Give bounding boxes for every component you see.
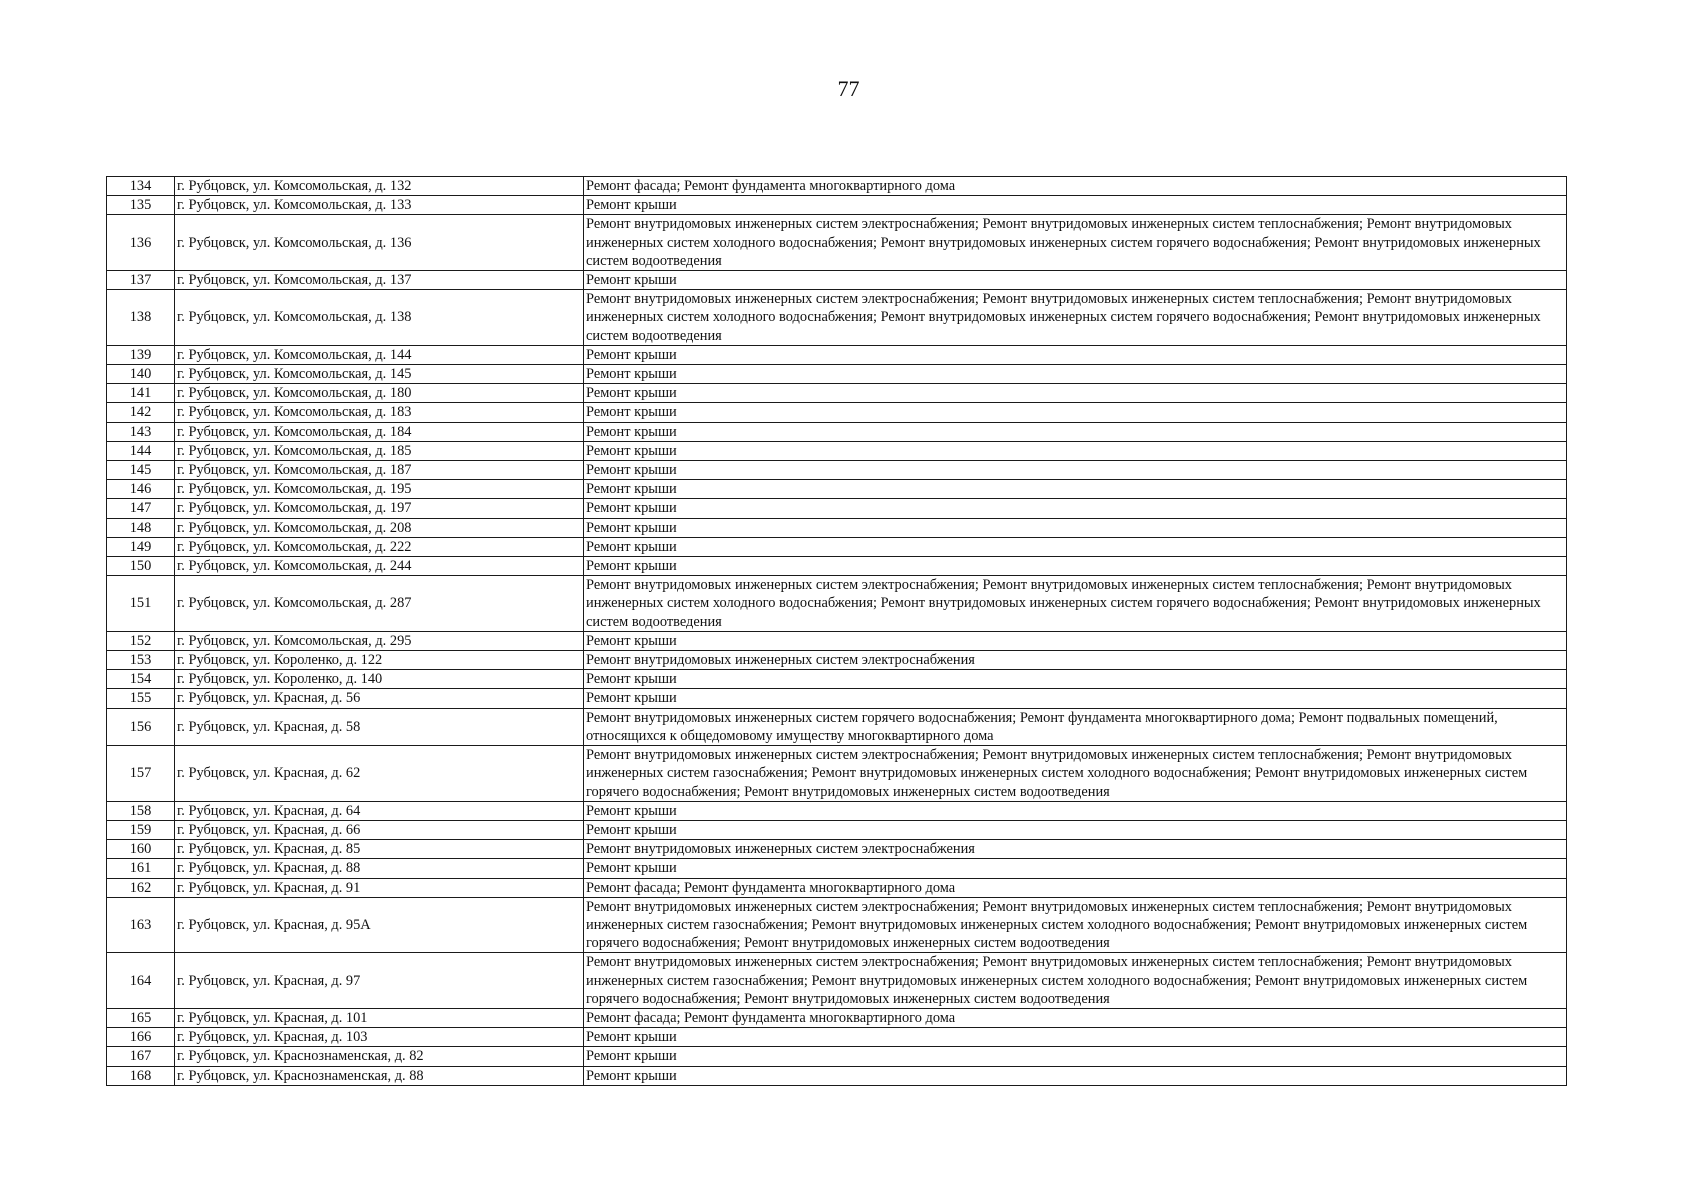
works-cell: Ремонт внутридомовых инженерных систем электроснабжения; Ремонт внутридомовых инженерных систем теплоснабжения; Ремонт внутридомовых инженерных систем холодного водоснабжения; Ремонт внутридомовых инженерных систем горячего водоснабжения; Ремонт внутридомовых инженерных систем водоотведения bbox=[584, 576, 1567, 632]
table-row bbox=[107, 897, 1567, 953]
works-cell: Ремонт внутридомовых инженерных систем электроснабжения; Ремонт внутридомовых инженерных систем теплоснабжения; Ремонт внутридомовых инженерных систем холодного водоснабжения; Ремонт внутридомовых инженерных систем горячего водоснабжения; Ремонт внутридомовых инженерных систем водоотведения bbox=[584, 290, 1567, 346]
works-cell: Ремонт внутридомовых инженерных систем электроснабжения; Ремонт внутридомовых инженерных систем теплоснабжения; Ремонт внутридомовых инженерных систем холодного водоснабжения; Ремонт внутридомовых инженерных систем горячего водоснабжения; Ремонт внутридомовых инженерных систем водоотведения bbox=[584, 215, 1567, 271]
works-cell: Ремонт крыши bbox=[584, 518, 1567, 537]
table-row bbox=[107, 631, 1567, 650]
row-number-cell: 162 bbox=[107, 878, 175, 897]
works-cell: Ремонт внутридомовых инженерных систем горячего водоснабжения; Ремонт фундамента многоквартирного дома; Ремонт подвальных помещений, относящихся к общедомовому имуществу многоквартирного дома bbox=[584, 708, 1567, 745]
works-cell: Ремонт крыши bbox=[584, 499, 1567, 518]
works-cell: Ремонт внутридомовых инженерных систем электроснабжения; Ремонт внутридомовых инженерных систем теплоснабжения; Ремонт внутридомовых инженерных систем газоснабжения; Ремонт внутридомовых инженерных систем холодного водоснабжения; Ремонт внутридомовых инженерных систем горячего водоснабжения; Ремонт внутридомовых инженерных систем водоотведения bbox=[584, 897, 1567, 953]
table-row bbox=[107, 215, 1567, 271]
works-cell: Ремонт внутридомовых инженерных систем электроснабжения; Ремонт внутридомовых инженерных систем теплоснабжения; Ремонт внутридомовых инженерных систем газоснабжения; Ремонт внутридомовых инженерных систем холодного водоснабжения; Ремонт внутридомовых инженерных систем горячего водоснабжения; Ремонт внутридомовых инженерных систем водоотведения bbox=[584, 746, 1567, 802]
table-row bbox=[107, 345, 1567, 364]
works-cell: Ремонт крыши bbox=[584, 403, 1567, 422]
address-cell: г. Рубцовск, ул. Комсомольская, д. 132 bbox=[175, 177, 584, 196]
works-cell: Ремонт крыши bbox=[584, 384, 1567, 403]
address-cell: г. Рубцовск, ул. Комсомольская, д. 145 bbox=[175, 365, 584, 384]
address-cell: г. Рубцовск, ул. Комсомольская, д. 295 bbox=[175, 631, 584, 650]
table-row bbox=[107, 746, 1567, 802]
row-number-cell: 147 bbox=[107, 499, 175, 518]
works-cell: Ремонт крыши bbox=[584, 271, 1567, 290]
table-row bbox=[107, 403, 1567, 422]
works-cell: Ремонт крыши bbox=[584, 461, 1567, 480]
row-number-cell: 168 bbox=[107, 1066, 175, 1085]
row-number-cell: 144 bbox=[107, 441, 175, 460]
works-cell: Ремонт фасада; Ремонт фундамента многоквартирного дома bbox=[584, 1008, 1567, 1027]
table-row bbox=[107, 290, 1567, 346]
address-cell: г. Рубцовск, ул. Комсомольская, д. 138 bbox=[175, 290, 584, 346]
address-cell: г. Рубцовск, ул. Красная, д. 56 bbox=[175, 689, 584, 708]
table-row bbox=[107, 953, 1567, 1009]
address-cell: г. Рубцовск, ул. Красная, д. 64 bbox=[175, 801, 584, 820]
row-number-cell: 145 bbox=[107, 461, 175, 480]
address-cell: г. Рубцовск, ул. Краснознаменская, д. 82 bbox=[175, 1047, 584, 1066]
works-cell: Ремонт крыши bbox=[584, 557, 1567, 576]
table-row bbox=[107, 820, 1567, 839]
address-cell: г. Рубцовск, ул. Красная, д. 95А bbox=[175, 897, 584, 953]
address-cell: г. Рубцовск, ул. Короленко, д. 140 bbox=[175, 670, 584, 689]
works-cell: Ремонт крыши bbox=[584, 689, 1567, 708]
row-number-cell: 165 bbox=[107, 1008, 175, 1027]
table-row bbox=[107, 670, 1567, 689]
row-number-cell: 157 bbox=[107, 746, 175, 802]
row-number-cell: 160 bbox=[107, 840, 175, 859]
works-cell: Ремонт крыши bbox=[584, 631, 1567, 650]
row-number-cell: 153 bbox=[107, 651, 175, 670]
table-row bbox=[107, 271, 1567, 290]
row-number-cell: 137 bbox=[107, 271, 175, 290]
row-number-cell: 150 bbox=[107, 557, 175, 576]
row-number-cell: 142 bbox=[107, 403, 175, 422]
table-row bbox=[107, 196, 1567, 215]
address-cell: г. Рубцовск, ул. Красная, д. 91 bbox=[175, 878, 584, 897]
row-number-cell: 136 bbox=[107, 215, 175, 271]
table-row bbox=[107, 384, 1567, 403]
works-cell: Ремонт фасада; Ремонт фундамента многоквартирного дома bbox=[584, 878, 1567, 897]
table-row bbox=[107, 537, 1567, 556]
row-number-cell: 143 bbox=[107, 422, 175, 441]
address-cell: г. Рубцовск, ул. Красная, д. 58 bbox=[175, 708, 584, 745]
row-number-cell: 161 bbox=[107, 859, 175, 878]
works-cell: Ремонт фасада; Ремонт фундамента многоквартирного дома bbox=[584, 177, 1567, 196]
row-number-cell: 154 bbox=[107, 670, 175, 689]
works-cell: Ремонт крыши bbox=[584, 859, 1567, 878]
address-cell: г. Рубцовск, ул. Красная, д. 88 bbox=[175, 859, 584, 878]
address-cell: г. Рубцовск, ул. Комсомольская, д. 185 bbox=[175, 441, 584, 460]
works-cell: Ремонт крыши bbox=[584, 1066, 1567, 1085]
row-number-cell: 135 bbox=[107, 196, 175, 215]
row-number-cell: 139 bbox=[107, 345, 175, 364]
works-cell: Ремонт крыши bbox=[584, 480, 1567, 499]
works-cell: Ремонт внутридомовых инженерных систем электроснабжения; Ремонт внутридомовых инженерных систем теплоснабжения; Ремонт внутридомовых инженерных систем газоснабжения; Ремонт внутридомовых инженерных систем холодного водоснабжения; Ремонт внутридомовых инженерных систем горячего водоснабжения; Ремонт внутридомовых инженерных систем водоотведения bbox=[584, 953, 1567, 1009]
table-row bbox=[107, 576, 1567, 632]
row-number-cell: 148 bbox=[107, 518, 175, 537]
address-cell: г. Рубцовск, ул. Красная, д. 85 bbox=[175, 840, 584, 859]
row-number-cell: 164 bbox=[107, 953, 175, 1009]
address-cell: г. Рубцовск, ул. Краснознаменская, д. 88 bbox=[175, 1066, 584, 1085]
works-cell: Ремонт крыши bbox=[584, 422, 1567, 441]
address-cell: г. Рубцовск, ул. Красная, д. 97 bbox=[175, 953, 584, 1009]
table-row bbox=[107, 878, 1567, 897]
row-number-cell: 141 bbox=[107, 384, 175, 403]
table-row bbox=[107, 1028, 1567, 1047]
row-number-cell: 158 bbox=[107, 801, 175, 820]
row-number-cell: 138 bbox=[107, 290, 175, 346]
table-row bbox=[107, 518, 1567, 537]
table-row bbox=[107, 1008, 1567, 1027]
repair-register-table bbox=[106, 176, 1567, 1086]
works-cell: Ремонт внутридомовых инженерных систем электроснабжения bbox=[584, 840, 1567, 859]
row-number-cell: 149 bbox=[107, 537, 175, 556]
address-cell: г. Рубцовск, ул. Комсомольская, д. 180 bbox=[175, 384, 584, 403]
address-cell: г. Рубцовск, ул. Красная, д. 103 bbox=[175, 1028, 584, 1047]
table-row bbox=[107, 801, 1567, 820]
row-number-cell: 159 bbox=[107, 820, 175, 839]
address-cell: г. Рубцовск, ул. Комсомольская, д. 195 bbox=[175, 480, 584, 499]
address-cell: г. Рубцовск, ул. Комсомольская, д. 183 bbox=[175, 403, 584, 422]
works-cell: Ремонт крыши bbox=[584, 537, 1567, 556]
row-number-cell: 152 bbox=[107, 631, 175, 650]
table-row bbox=[107, 859, 1567, 878]
table-row bbox=[107, 422, 1567, 441]
works-cell: Ремонт крыши bbox=[584, 670, 1567, 689]
address-cell: г. Рубцовск, ул. Короленко, д. 122 bbox=[175, 651, 584, 670]
table-row bbox=[107, 689, 1567, 708]
works-cell: Ремонт крыши bbox=[584, 365, 1567, 384]
row-number-cell: 140 bbox=[107, 365, 175, 384]
table-row bbox=[107, 480, 1567, 499]
address-cell: г. Рубцовск, ул. Комсомольская, д. 222 bbox=[175, 537, 584, 556]
table-row bbox=[107, 708, 1567, 745]
address-cell: г. Рубцовск, ул. Комсомольская, д. 184 bbox=[175, 422, 584, 441]
page-number: 77 bbox=[837, 76, 860, 101]
table-row bbox=[107, 499, 1567, 518]
row-number-cell: 167 bbox=[107, 1047, 175, 1066]
address-cell: г. Рубцовск, ул. Комсомольская, д. 244 bbox=[175, 557, 584, 576]
address-cell: г. Рубцовск, ул. Комсомольская, д. 144 bbox=[175, 345, 584, 364]
table-row bbox=[107, 365, 1567, 384]
row-number-cell: 156 bbox=[107, 708, 175, 745]
row-number-cell: 134 bbox=[107, 177, 175, 196]
table-row bbox=[107, 441, 1567, 460]
table-row bbox=[107, 177, 1567, 196]
table-row bbox=[107, 557, 1567, 576]
works-cell: Ремонт крыши bbox=[584, 801, 1567, 820]
row-number-cell: 151 bbox=[107, 576, 175, 632]
address-cell: г. Рубцовск, ул. Комсомольская, д. 197 bbox=[175, 499, 584, 518]
register-table-body bbox=[107, 177, 1567, 1086]
works-cell: Ремонт внутридомовых инженерных систем электроснабжения bbox=[584, 651, 1567, 670]
table-row bbox=[107, 461, 1567, 480]
address-cell: г. Рубцовск, ул. Комсомольская, д. 287 bbox=[175, 576, 584, 632]
row-number-cell: 163 bbox=[107, 897, 175, 953]
address-cell: г. Рубцовск, ул. Комсомольская, д. 208 bbox=[175, 518, 584, 537]
address-cell: г. Рубцовск, ул. Комсомольская, д. 136 bbox=[175, 215, 584, 271]
works-cell: Ремонт крыши bbox=[584, 1028, 1567, 1047]
works-cell: Ремонт крыши bbox=[584, 441, 1567, 460]
works-cell: Ремонт крыши bbox=[584, 1047, 1567, 1066]
works-cell: Ремонт крыши bbox=[584, 820, 1567, 839]
address-cell: г. Рубцовск, ул. Красная, д. 101 bbox=[175, 1008, 584, 1027]
row-number-cell: 155 bbox=[107, 689, 175, 708]
table-row bbox=[107, 1047, 1567, 1066]
works-cell: Ремонт крыши bbox=[584, 196, 1567, 215]
address-cell: г. Рубцовск, ул. Красная, д. 66 bbox=[175, 820, 584, 839]
table-row bbox=[107, 840, 1567, 859]
address-cell: г. Рубцовск, ул. Красная, д. 62 bbox=[175, 746, 584, 802]
row-number-cell: 166 bbox=[107, 1028, 175, 1047]
works-cell: Ремонт крыши bbox=[584, 345, 1567, 364]
row-number-cell: 146 bbox=[107, 480, 175, 499]
address-cell: г. Рубцовск, ул. Комсомольская, д. 133 bbox=[175, 196, 584, 215]
address-cell: г. Рубцовск, ул. Комсомольская, д. 137 bbox=[175, 271, 584, 290]
table-row bbox=[107, 651, 1567, 670]
address-cell: г. Рубцовск, ул. Комсомольская, д. 187 bbox=[175, 461, 584, 480]
table-row bbox=[107, 1066, 1567, 1085]
